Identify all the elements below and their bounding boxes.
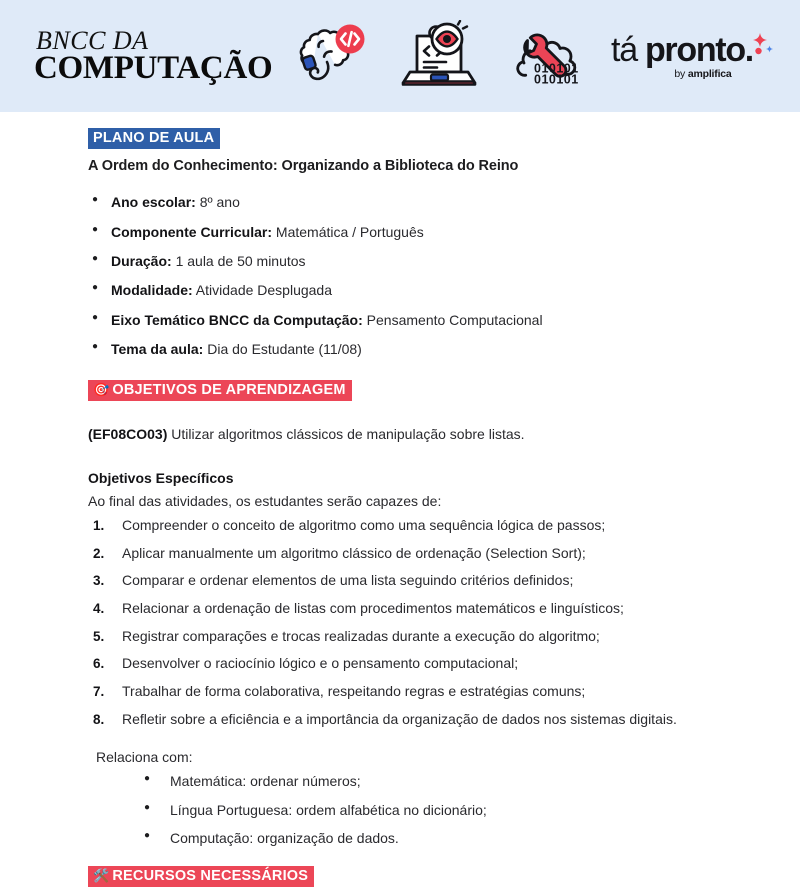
list-item <box>88 283 744 298</box>
tapronto-byline <box>629 69 777 80</box>
list-item <box>88 342 744 357</box>
plano-de-aula-badge: PLANO DE AULA <box>88 128 220 149</box>
document-body <box>0 112 800 887</box>
tapronto-ta: tá <box>611 30 645 69</box>
meta-value: Atividade Desplugada <box>195 282 333 299</box>
competency-code: (EF08CO03) <box>88 426 168 443</box>
list-item: Compreender o conceito de algoritmo como uma sequência lógica de passos; <box>122 517 606 534</box>
relaciona-com-label: Relaciona com: <box>96 749 193 766</box>
meta-value: 1 aula de 50 minutos <box>175 253 306 270</box>
objetivos-especificos-heading: Objetivos Específicos <box>88 470 234 487</box>
objetivos-badge-label: OBJETIVOS DE APRENDIZAGEM <box>112 381 346 398</box>
wrench-binary-cloud-icon <box>507 20 587 92</box>
list-item <box>88 313 744 328</box>
meta-value: Pensamento Computacional <box>366 311 543 328</box>
list-item: Aplicar manualmente um algoritmo clássico de ordenação (Selection Sort); <box>122 544 586 561</box>
tapronto-company: amplifica <box>687 67 732 80</box>
header-icon-group <box>293 20 587 92</box>
objetivos-section-header <box>88 380 744 402</box>
page-title: A Ordem do Conhecimento: Organizando a Biblioteca do Reino <box>88 158 519 175</box>
tapronto-dot: . <box>744 30 753 69</box>
laptop-eye-icon <box>397 20 481 92</box>
recursos-badge <box>88 866 314 887</box>
meta-value: 8º ano <box>199 194 240 211</box>
tapronto-logo <box>587 30 777 80</box>
meta-value: Dia do Estudante (11/08) <box>207 341 362 358</box>
list-item: Desenvolver o raciocínio lógico e o pensamento computacional; <box>122 655 519 672</box>
bncc-logo <box>34 25 273 86</box>
list-item: Trabalhar de forma colaborativa, respeitando regras e estratégias comuns; <box>122 683 586 700</box>
bncc-logo-line2: COMPUTAÇÃO <box>34 49 273 86</box>
competency-text: Utilizar algoritmos clássicos de manipulação sobre listas. <box>167 426 525 443</box>
tapronto-by: by <box>674 67 688 80</box>
objetivos-badge <box>88 380 352 402</box>
brain-code-icon <box>293 20 371 92</box>
list-item: ● Língua Portuguesa: ordem alfabética no dicionário; <box>144 803 744 818</box>
bncc-logo-line1: BNCC DA <box>36 25 149 55</box>
list-item: ● Matemática: ordenar números; <box>144 774 744 789</box>
list-item: ● Computação: organização de dados. <box>144 831 744 846</box>
meta-label: Tema da aula: <box>111 341 204 358</box>
recursos-section-header <box>88 866 744 887</box>
page-header-band <box>0 0 800 112</box>
list-item <box>88 195 744 210</box>
list-item: Refletir sobre a eficiência e a importância da organização de dados nos sistemas digitais. <box>122 710 677 727</box>
target-icon: 🎯 <box>93 382 110 398</box>
lesson-meta-list <box>88 195 744 357</box>
hammer-and-wrench-icon: 🛠️ <box>93 868 110 884</box>
sparkle-icon <box>739 31 773 65</box>
competency-statement <box>88 425 744 444</box>
svg-text:010101: 010101 <box>534 72 579 87</box>
meta-label: Eixo Temático BNCC da Computação: <box>111 311 363 328</box>
list-item: Registrar comparações e trocas realizadas durante a execução do algoritmo; <box>122 627 600 644</box>
list-item <box>88 254 744 269</box>
meta-value: Matemática / Português <box>275 223 424 240</box>
objetivos-list <box>88 518 744 727</box>
meta-label: Ano escolar: <box>111 194 196 211</box>
recursos-badge-label: RECURSOS NECESSÁRIOS <box>112 867 309 884</box>
list-item <box>88 225 744 240</box>
relaciona-com-list <box>88 774 744 846</box>
meta-label: Modalidade: <box>111 282 193 299</box>
objetivos-lead: Ao final das atividades, os estudantes serão capazes de: <box>88 493 442 510</box>
list-item: Comparar e ordenar elementos de uma lista seguindo critérios definidos; <box>122 572 574 589</box>
meta-label: Componente Curricular: <box>111 223 273 240</box>
list-item: Relacionar a ordenação de listas com procedimentos matemáticos e linguísticos; <box>122 600 624 617</box>
tapronto-pronto: pronto <box>644 30 745 69</box>
meta-label: Duração: <box>111 253 172 270</box>
svg-text:010101: 010101 <box>534 61 579 76</box>
